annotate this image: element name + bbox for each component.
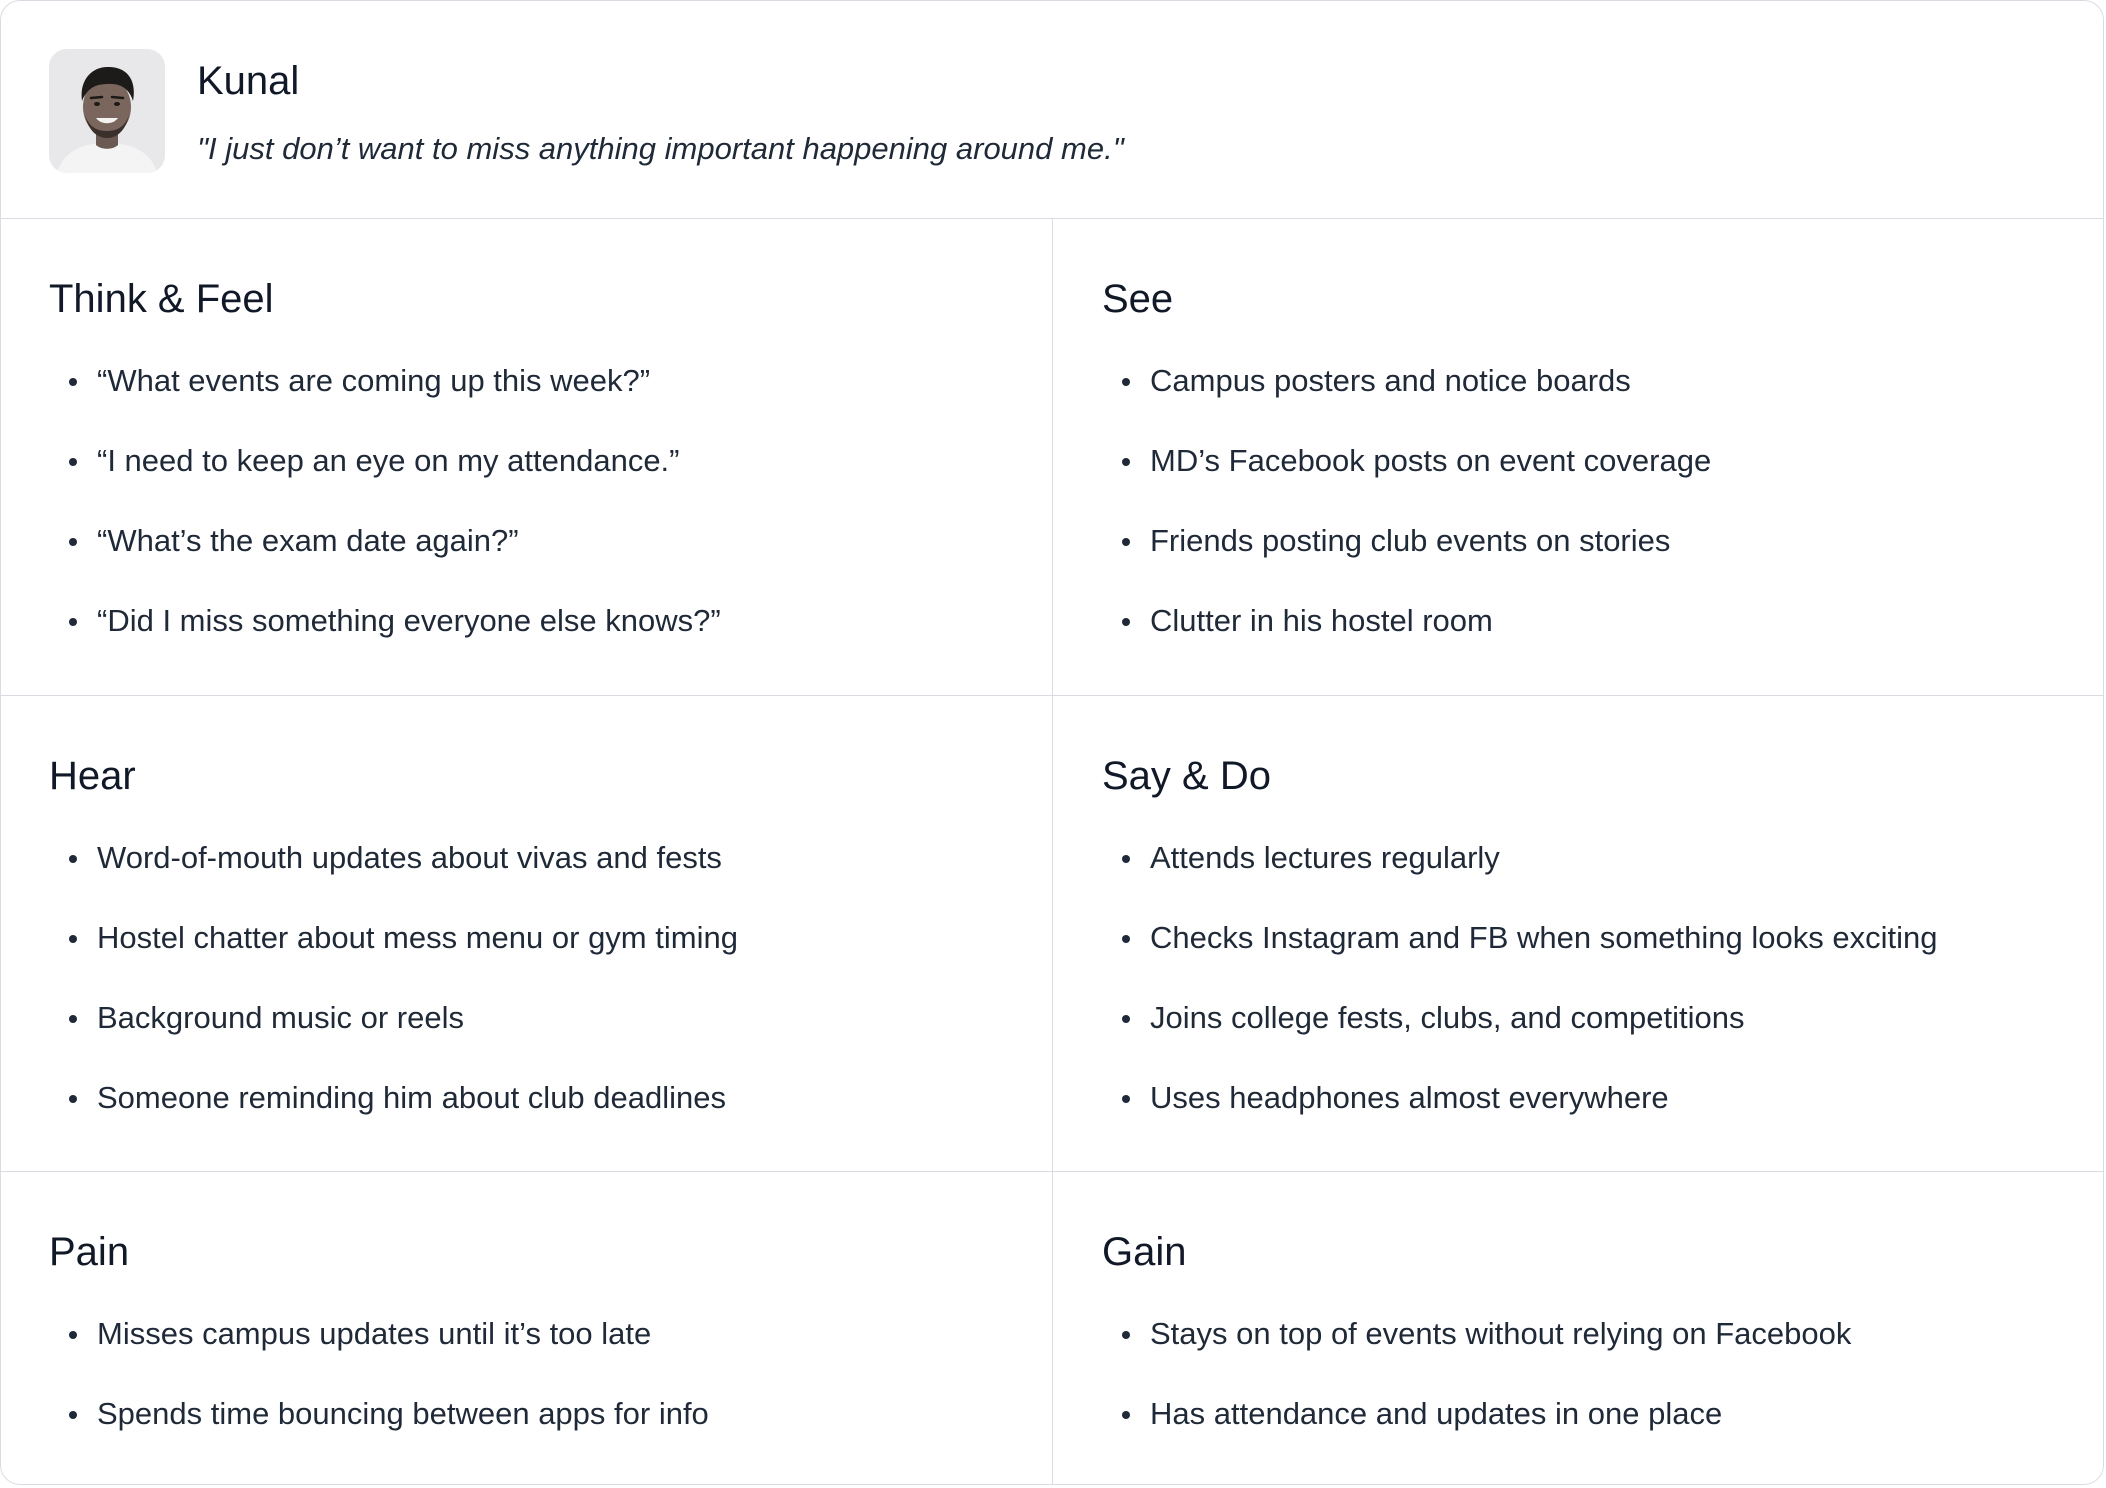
- list-item: [1102, 1078, 1937, 1158]
- quadrant-list: [1102, 838, 1937, 1158]
- bullet-icon: [1122, 538, 1130, 546]
- quadrant-see: [1053, 219, 2104, 696]
- bullet-icon: [69, 855, 77, 863]
- list-item: [1102, 601, 1711, 681]
- quadrant-hear: [1, 696, 1053, 1172]
- persona-quote: "I just don’t want to miss anything important happening around me.": [197, 131, 1124, 166]
- list-item: [49, 1394, 709, 1474]
- quadrant-list: [1102, 361, 1711, 681]
- list-item-text: Checks Instagram and FB when something looks exciting: [1150, 920, 1938, 955]
- list-item-text: MD’s Facebook posts on event coverage: [1150, 443, 1712, 478]
- quadrant-think-feel: [1, 219, 1053, 696]
- list-item: [49, 838, 738, 918]
- list-item-text: “Did I miss something everyone else knows?”: [97, 603, 721, 638]
- list-item: [49, 918, 738, 998]
- person-photo-icon: [49, 49, 165, 173]
- list-item: [1102, 838, 1937, 918]
- list-item-text: “What events are coming up this week?”: [97, 363, 651, 398]
- list-item: [49, 998, 738, 1078]
- bullet-icon: [69, 378, 77, 386]
- list-item-text: Word-of-mouth updates about vivas and fests: [97, 840, 722, 875]
- list-item-text: Misses campus updates until it’s too late: [97, 1316, 652, 1351]
- list-item: [49, 1078, 738, 1158]
- empathy-map-grid: [1, 219, 2103, 1485]
- quadrant-title: Pain: [49, 1230, 130, 1274]
- bullet-icon: [1122, 855, 1130, 863]
- bullet-icon: [1122, 378, 1130, 386]
- quadrant-gain: [1053, 1172, 2104, 1485]
- bullet-icon: [69, 1411, 77, 1419]
- list-item: [49, 521, 721, 601]
- bullet-icon: [1122, 1411, 1130, 1419]
- persona-name: Kunal: [197, 59, 300, 103]
- quadrant-title: Gain: [1102, 1230, 1187, 1274]
- list-item: [49, 1314, 709, 1394]
- list-item: [49, 441, 721, 521]
- bullet-icon: [1122, 1331, 1130, 1339]
- quadrant-list: [1102, 1314, 1851, 1474]
- list-item: [1102, 441, 1711, 521]
- list-item-text: Background music or reels: [97, 1000, 464, 1035]
- quadrant-list: [49, 838, 738, 1158]
- list-item: [49, 601, 721, 681]
- list-item-text: Stays on top of events without relying on Facebook: [1150, 1316, 1852, 1351]
- list-item-text: Clutter in his hostel room: [1150, 603, 1493, 638]
- bullet-icon: [69, 935, 77, 943]
- bullet-icon: [1122, 458, 1130, 466]
- list-item-text: Friends posting club events on stories: [1150, 523, 1671, 558]
- list-item-text: Hostel chatter about mess menu or gym timing: [97, 920, 738, 955]
- list-item-text: Someone reminding him about club deadlines: [97, 1080, 727, 1115]
- list-item: [1102, 1314, 1851, 1394]
- list-item-text: “What’s the exam date again?”: [97, 523, 519, 558]
- bullet-icon: [69, 458, 77, 466]
- list-item: [1102, 521, 1711, 601]
- list-item-text: Uses headphones almost everywhere: [1150, 1080, 1669, 1115]
- list-item: [49, 361, 721, 441]
- list-item: [1102, 918, 1937, 998]
- bullet-icon: [1122, 935, 1130, 943]
- bullet-icon: [69, 618, 77, 626]
- list-item-text: Joins college fests, clubs, and competitions: [1150, 1000, 1745, 1035]
- list-item-text: “I need to keep an eye on my attendance.”: [97, 443, 680, 478]
- quadrant-title: Say & Do: [1102, 754, 1271, 798]
- quadrant-list: [49, 1314, 709, 1474]
- list-item: [1102, 1394, 1851, 1474]
- bullet-icon: [69, 1015, 77, 1023]
- list-item-text: Has attendance and updates in one place: [1150, 1396, 1723, 1431]
- persona-avatar: [49, 49, 165, 173]
- bullet-icon: [1122, 618, 1130, 626]
- list-item: [1102, 998, 1937, 1078]
- quadrant-pain: [1, 1172, 1053, 1485]
- quadrant-title: Think & Feel: [49, 277, 274, 321]
- quadrant-say-do: [1053, 696, 2104, 1172]
- list-item: [1102, 361, 1711, 441]
- bullet-icon: [1122, 1015, 1130, 1023]
- persona-header: [1, 1, 2103, 219]
- quadrant-title: Hear: [49, 754, 136, 798]
- bullet-icon: [1122, 1095, 1130, 1103]
- list-item-text: Spends time bouncing between apps for info: [97, 1396, 709, 1431]
- list-item-text: Campus posters and notice boards: [1150, 363, 1631, 398]
- quadrant-list: [49, 361, 721, 681]
- list-item-text: Attends lectures regularly: [1150, 840, 1500, 875]
- bullet-icon: [69, 1331, 77, 1339]
- bullet-icon: [69, 1095, 77, 1103]
- bullet-icon: [69, 538, 77, 546]
- quadrant-title: See: [1102, 277, 1174, 321]
